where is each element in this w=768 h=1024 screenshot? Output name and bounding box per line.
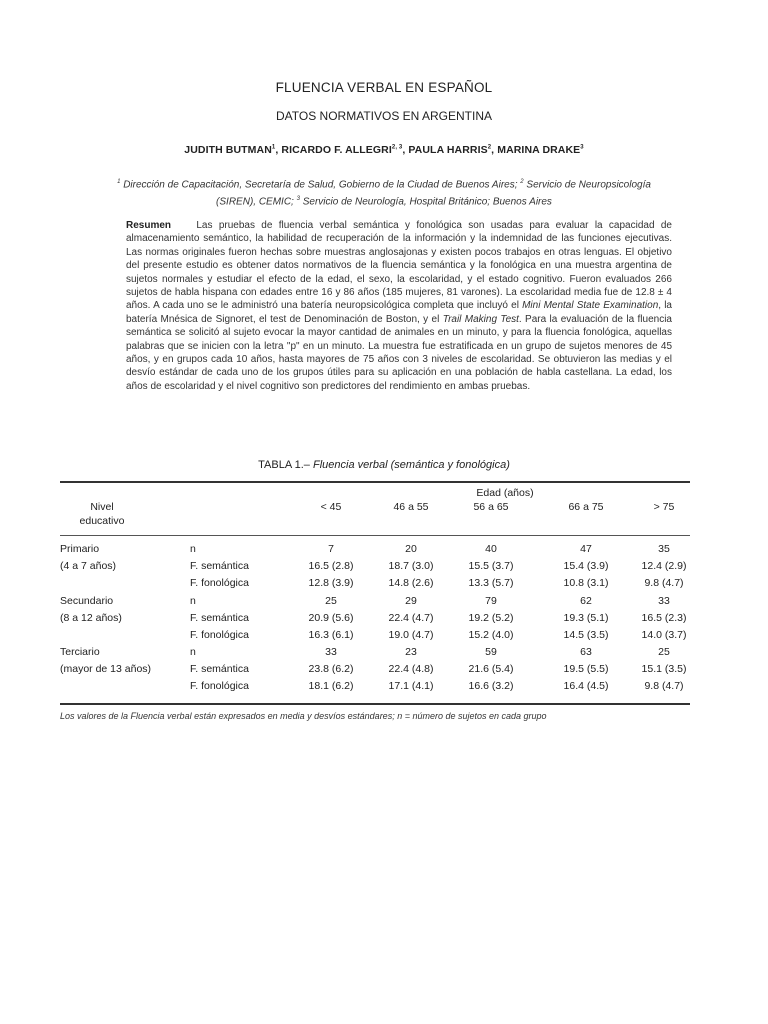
table-cell: 25 bbox=[325, 595, 337, 607]
row-group-label: Terciario bbox=[60, 646, 100, 658]
paper-title: FLUENCIA VERBAL EN ESPAÑOL bbox=[275, 80, 493, 95]
row-measure-label: F. fonológica bbox=[190, 680, 249, 692]
author-sup: 3 bbox=[580, 144, 584, 151]
table-cell: 10.8 (3.1) bbox=[563, 577, 609, 589]
row-measure-label: n bbox=[190, 595, 196, 607]
table-cell: 20.9 (5.6) bbox=[308, 612, 354, 624]
table-cell: 9.8 (4.7) bbox=[644, 680, 684, 692]
row-measure-label: F. semántica bbox=[190, 612, 249, 624]
abstract-text: , la batería Mnésica de Signoret, el test de Denominación de Boston, y el bbox=[126, 300, 672, 325]
table-cell: 35 bbox=[658, 543, 670, 555]
table-cell: 19.5 (5.5) bbox=[563, 663, 609, 675]
table-cell: 7 bbox=[328, 543, 334, 555]
table-cell: 19.3 (5.1) bbox=[563, 612, 609, 624]
affiliation-2: Servicio de Neuropsicología (SIREN), CEMIC; bbox=[216, 179, 651, 208]
abstract-italic: Mini Mental State Examination bbox=[522, 300, 659, 312]
affiliation-sup: 3 bbox=[296, 196, 300, 203]
author-sup: 2, 3 bbox=[391, 144, 403, 151]
row-group-label: (8 a 12 años) bbox=[60, 612, 122, 624]
table-cell: 15.1 (3.5) bbox=[641, 663, 687, 675]
row-group-label: (mayor de 13 años) bbox=[60, 663, 152, 675]
table-cell: 16.6 (3.2) bbox=[468, 680, 514, 692]
table-cell: 33 bbox=[325, 646, 337, 658]
row-measure-label: F. semántica bbox=[190, 663, 249, 675]
abstract-text: Las pruebas de fluencia verbal semántica y fonológica son usadas para evaluar la capacidad de almacenamiento semántico, la habilidad de recuperación de la información y la indemnidad de las funciones ejecutivas. Las normas originales fueron hechas sobre muestras anglosajonas y existen pocos trabajos en otras lenguas. El objetivo del presente estudio es obtener datos normativos de la fluencia semántica y la fonológica en una muestra argentina de sujetos normales y estudiar el efecto de la edad, el sexo, la escolaridad, y el estado cognitivo. Fueron evaluados 266 sujetos de habla hispana con edades entre 16 y 86 años (185 mujeres, 81 varones). La escolaridad media fue de 12.8 ± 4 años. A cada uno se le administró una batería neuropsicológica completa que incluyó el bbox=[126, 220, 672, 312]
author-name: RICARDO F. ALLEGRI bbox=[281, 144, 392, 156]
table-bottom-rule bbox=[60, 703, 690, 705]
abstract bbox=[126, 219, 672, 393]
table-cell: 47 bbox=[580, 543, 592, 555]
row-group-label: Primario bbox=[60, 543, 100, 555]
table-cell: 79 bbox=[485, 595, 497, 607]
table-cell: 18.7 (3.0) bbox=[388, 560, 434, 572]
table-cell: 21.6 (5.4) bbox=[468, 663, 514, 675]
table-cell: 23.8 (6.2) bbox=[308, 663, 354, 675]
table-footnote: Los valores de la Fluencia verbal están expresados en media y desvíos estándares; n = número de sujetos en cada grupo bbox=[60, 711, 547, 721]
table-cell: 22.4 (4.8) bbox=[388, 663, 434, 675]
table-cell: 25 bbox=[658, 646, 670, 658]
author-name: MARINA DRAKE bbox=[497, 144, 581, 156]
table-cell: 62 bbox=[580, 595, 592, 607]
row-measure-label: F. fonológica bbox=[190, 577, 249, 589]
table-cell: 63 bbox=[580, 646, 592, 658]
row-group-label: (4 a 7 años) bbox=[60, 560, 117, 572]
table-cell: 15.4 (3.9) bbox=[563, 560, 609, 572]
table-cell: 23 bbox=[405, 646, 417, 658]
table-cell: 59 bbox=[485, 646, 497, 658]
table-cell: 14.0 (3.7) bbox=[641, 629, 687, 641]
header-nivel: Nivel bbox=[90, 501, 114, 513]
affiliation-1: Dirección de Capacitación, Secretaría de Salud, Gobierno de la Ciudad de Buenos Aires; bbox=[123, 179, 518, 191]
table-cell: 12.8 (3.9) bbox=[308, 577, 354, 589]
header-edad: Edad (años) bbox=[476, 487, 534, 499]
author-sup: 1 bbox=[271, 144, 276, 151]
table-cell: 15.2 (4.0) bbox=[468, 629, 514, 641]
table-cell: 14.5 (3.5) bbox=[563, 629, 609, 641]
table-cell: 19.0 (4.7) bbox=[388, 629, 434, 641]
table-cell: 14.8 (2.6) bbox=[388, 577, 434, 589]
table-header-rule bbox=[60, 535, 690, 536]
table-cell: 29 bbox=[405, 595, 417, 607]
table-caption bbox=[0, 459, 768, 471]
age-header: 46 a 55 bbox=[393, 501, 429, 513]
author-sup: 2 bbox=[487, 144, 492, 151]
table-cell: 12.4 (2.9) bbox=[641, 560, 687, 572]
author-name: PAULA HARRIS bbox=[408, 144, 488, 156]
table-cell: 20 bbox=[405, 543, 417, 555]
row-measure-label: F. semántica bbox=[190, 560, 249, 572]
age-header: < 45 bbox=[320, 501, 342, 513]
table-top-rule bbox=[60, 481, 690, 483]
table-cell: 16.5 (2.3) bbox=[641, 612, 687, 624]
header-educativo: educativo bbox=[79, 515, 125, 527]
table-cell: 16.3 (6.1) bbox=[308, 629, 354, 641]
table-cell: 16.5 (2.8) bbox=[308, 560, 354, 572]
table-cell: 40 bbox=[485, 543, 497, 555]
paper-subtitle: DATOS NORMATIVOS EN ARGENTINA bbox=[275, 109, 493, 123]
age-header: 66 a 75 bbox=[568, 501, 604, 513]
table-cell: 16.4 (4.5) bbox=[563, 680, 609, 692]
table-cell: 33 bbox=[658, 595, 670, 607]
affiliation-3: Servicio de Neurología, Hospital Británico; Buenos Aires bbox=[302, 196, 552, 208]
age-header: 56 a 65 bbox=[473, 501, 509, 513]
affiliation-sup: 1 bbox=[117, 179, 121, 185]
table-cell: 22.4 (4.7) bbox=[388, 612, 434, 624]
row-measure-label: n bbox=[190, 646, 196, 658]
affiliation-sup: 2 bbox=[520, 179, 524, 185]
abstract-label: Resumen bbox=[126, 220, 172, 231]
age-header: > 75 bbox=[653, 501, 675, 513]
author-list: JUDITH BUTMAN$^1$, RICARDO F. ALLEGRI$^{2, 3}$, PAULA HARRIS$^2$, MARINA DRAKE$^3$ bbox=[184, 144, 584, 156]
table-cell: 17.1 (4.1) bbox=[388, 680, 434, 692]
table-cell: 9.8 (4.7) bbox=[644, 577, 684, 589]
table-cell: 13.3 (5.7) bbox=[468, 577, 514, 589]
table-cell: 15.5 (3.7) bbox=[468, 560, 514, 572]
author-name: JUDITH BUTMAN bbox=[184, 144, 272, 156]
affiliations bbox=[100, 175, 668, 210]
row-measure-label: F. fonológica bbox=[190, 629, 249, 641]
table-cell: 18.1 (6.2) bbox=[308, 680, 354, 692]
abstract-italic: Trail Making Test bbox=[442, 313, 519, 325]
table-cell: 19.2 (5.2) bbox=[468, 612, 514, 624]
table-caption-prefix: TABLA 1.– bbox=[258, 459, 310, 471]
row-measure-label: n bbox=[190, 543, 196, 555]
table-caption-title: Fluencia verbal (semántica y fonológica) bbox=[312, 459, 510, 471]
abstract-text: . Para la evaluación de la fluencia semántica se solicitó al sujeto evocar la mayor cantidad de animales en un minuto, y para la fluencia fonológica, aquellas palabras que se inicien con la letra "p" en un minuto. La muestra fue estratificada en un grupo de sujetos menores de 45 años, y en grupos cada 10 años, hasta mayores de 75 años con 3 niveles de escolaridad. Se obtuvieron las medias y el desvío estándar de cada uno de los grupos útiles para su aplicación en una población de habla castellana. La edad, los años de escolaridad y el nivel cognitivo son predictores del rendimiento en ambas pruebas. bbox=[126, 313, 672, 392]
row-group-label: Secundario bbox=[60, 595, 114, 607]
